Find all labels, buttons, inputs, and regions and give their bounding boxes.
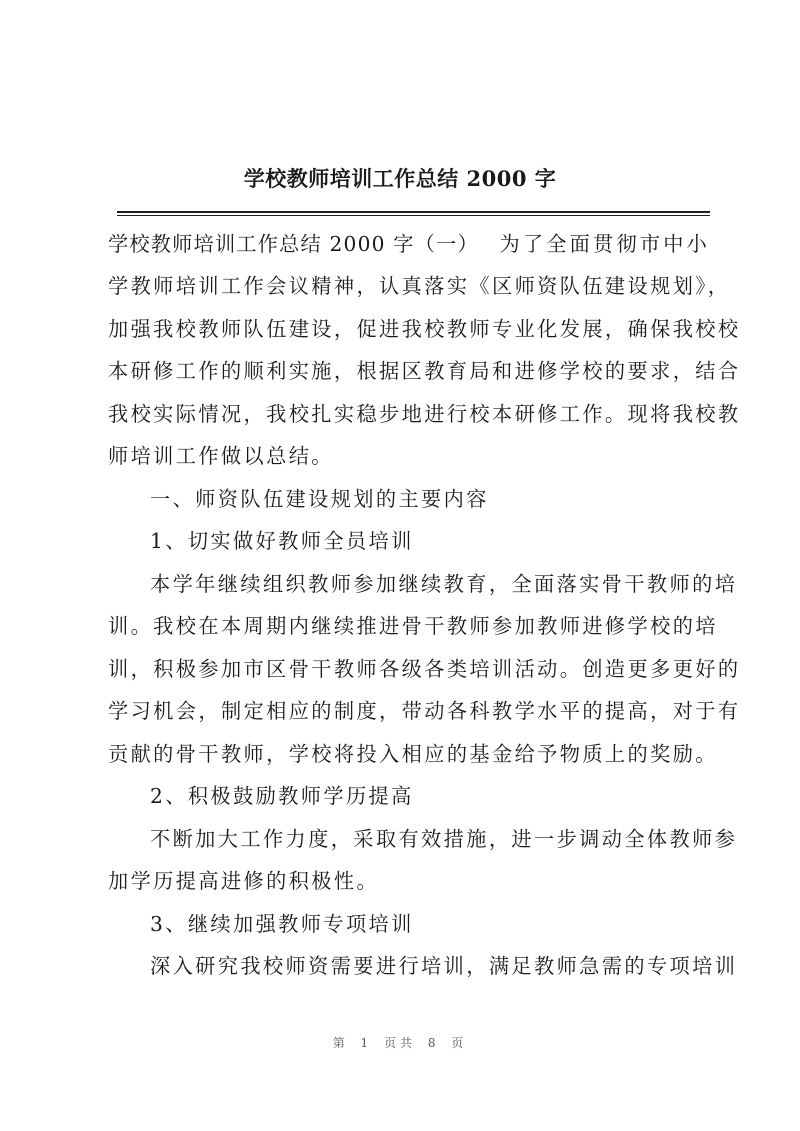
- title-rule-thin: [117, 215, 710, 216]
- paragraph-line: 师培训工作做以总结。: [108, 444, 334, 468]
- document-title: 学校教师培训工作总结 2000 字: [243, 166, 557, 191]
- paragraph-line: 加学历提高进修的积极性。: [108, 869, 380, 893]
- paragraph-line: 学教师培训工作会议精神，认真落实《区师资队伍建设规划》，: [108, 274, 731, 298]
- paragraph-line: 本研修工作的顺利实施，根据区教育局和进修学校的要求，结合: [108, 359, 741, 383]
- paragraph-line: 深入研究我校师资需要进行培训，满足教师急需的专项培训: [150, 954, 738, 978]
- paragraph-line: 本学年继续组织教师参加继续教育，全面落实骨干教师的培: [150, 572, 738, 596]
- subsection-heading: 2、积极鼓励教师学历提高: [150, 784, 414, 808]
- paragraph-line: 我校实际情况，我校扎实稳步地进行校本研修工作。现将我校教: [108, 402, 741, 426]
- paragraph-line: 训，积极参加市区骨干教师各级各类培训活动。创造更多更好的: [108, 657, 741, 681]
- paragraph-line-text: 为了全面贯彻市中小: [499, 232, 710, 256]
- subsection-heading: 1、切实做好教师全员培训: [150, 529, 414, 553]
- subsection-heading: 3、继续加强教师专项培训: [150, 912, 414, 936]
- section-heading: 一、师资队伍建设规划的主要内容: [150, 487, 489, 511]
- paragraph-line: 学习机会，制定相应的制度，带动各科教学水平的提高，对于有: [108, 699, 741, 723]
- paragraph-line: 训。我校在本周期内继续推进骨干教师参加教师进修学校的培: [108, 614, 718, 638]
- paragraph-line: 不断加大工作力度，采取有效措施，进一步调动全体教师参: [150, 827, 738, 851]
- paragraph-line: 加强我校教师队伍建设，促进我校教师专业化发展，确保我校校: [108, 317, 741, 341]
- paragraph-subtitle: 学校教师培训工作总结 2000 字（一）: [108, 232, 479, 256]
- page-footer: 第 1 页共 8 页: [332, 1036, 468, 1050]
- paragraph-line: 贡献的骨干教师，学校将投入相应的基金给予物质上的奖励。: [108, 742, 718, 766]
- title-rule: [117, 211, 710, 213]
